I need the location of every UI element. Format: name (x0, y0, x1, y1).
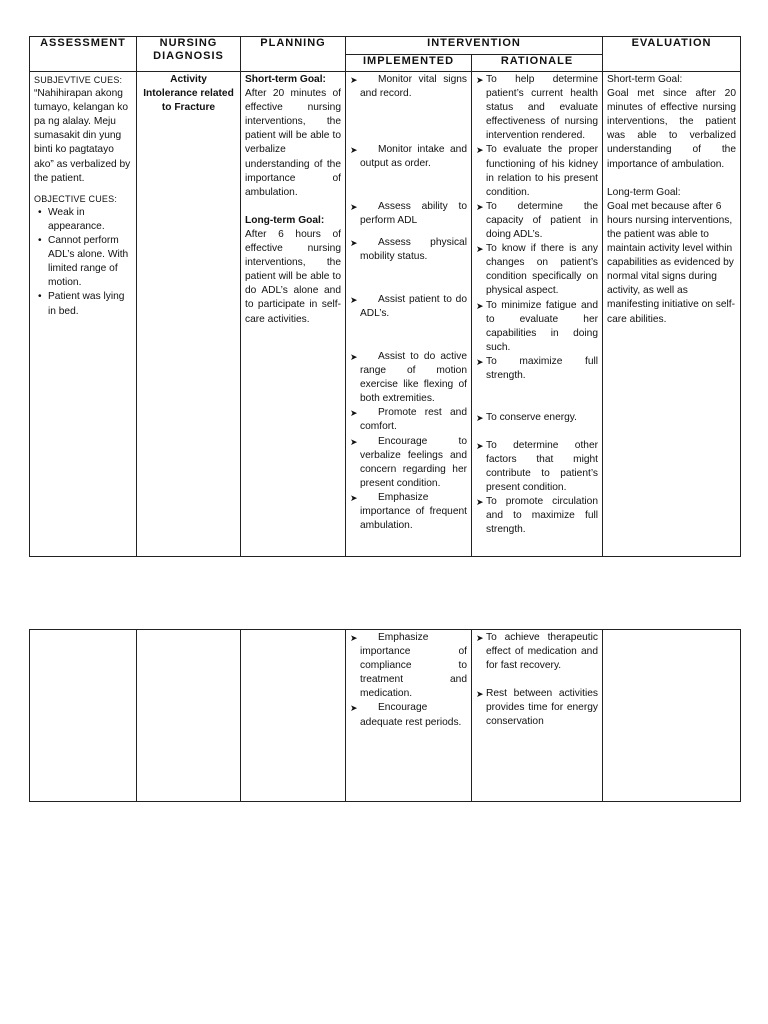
rationale-item (476, 200, 598, 242)
arrowhead-bullet-icon: ➤ (350, 145, 358, 155)
rationale-item-text: To determine the capacity of patient in doing ADL’s. (486, 200, 599, 241)
header-rationale: RATIONALE (472, 55, 603, 72)
implemented-item (350, 350, 467, 406)
objective-cue-item: • Weak in appearance. (48, 206, 132, 234)
objective-cue-item: • Cannot perform ADL’s alone. With limited range of motion. (48, 234, 132, 290)
header-implemented: IMPLEMENTED (346, 55, 472, 72)
rationale-item (476, 411, 598, 439)
rationale-item (476, 143, 598, 199)
rationale-item (476, 355, 598, 411)
implemented-item-text: Assess physical mobility status. (360, 237, 467, 263)
rationale-item-text: To maximize full strength. (486, 355, 599, 381)
planning-short-term-label: Short-term Goal: (245, 74, 326, 85)
arrowhead-bullet-icon: ➤ (476, 145, 484, 156)
implemented-item-text: Assist patient to do ADL’s. (360, 294, 467, 320)
evaluation-short-term-text: Goal met since after 20 minutes of effective nursing interventions, the patient was able to verbalized understanding of the importance of ambulation. (607, 88, 737, 170)
implemented-item (350, 491, 467, 533)
implemented-item (350, 631, 467, 701)
header-nursing-diagnosis-line1: NURSING (159, 37, 218, 49)
implemented-item (350, 406, 467, 434)
assessment-cell-cont (30, 630, 137, 802)
header-planning: PLANNING (241, 37, 346, 72)
rationale-item (476, 299, 598, 355)
arrowhead-bullet-icon: ➤ (476, 440, 484, 451)
arrowhead-bullet-icon: ➤ (350, 436, 358, 447)
evaluation-cell (603, 72, 741, 557)
implemented-item (350, 435, 467, 491)
header-nursing-diagnosis-line2: DIAGNOSIS (153, 50, 224, 62)
assessment-cell (30, 72, 137, 557)
diagnosis-cell (137, 72, 241, 557)
arrowhead-bullet-icon: ➤ (476, 633, 484, 643)
evaluation-cell-cont (603, 630, 741, 802)
rationale-item (476, 439, 598, 495)
arrowhead-bullet-icon: ➤ (350, 238, 358, 248)
diagnosis-line1: Activity (170, 74, 207, 85)
rationale-item-text: To minimize fatigue and to evaluate her capabilities in doing such. (486, 299, 599, 353)
arrowhead-bullet-icon: ➤ (350, 492, 358, 503)
arrowhead-bullet-icon: ➤ (350, 75, 358, 85)
implemented-item-text: Emphasize importance of compliance to treatment and medication. (360, 632, 467, 700)
planning-long-term-text: After 6 hours of effective nursing interventions, the patient will be able to do ADL’s alone and to participate in self-care activities. (245, 228, 341, 325)
rationale-cell-cont (472, 630, 603, 802)
arrowhead-bullet-icon: ➤ (476, 356, 484, 367)
rationale-item-text: To promote circulation and to maximize full strength. (486, 496, 599, 536)
rationale-item-text: To know if there is any changes on patient’s condition specifically on physical aspect. (486, 243, 599, 297)
arrowhead-bullet-icon: ➤ (350, 295, 358, 305)
arrowhead-bullet-icon: ➤ (476, 412, 484, 423)
planning-short-term-text: After 20 minutes of effective nursing interventions, the patient will be able to verbalize understanding of the importance of ambulation. (245, 88, 341, 198)
subjective-cues-text: “Nahihirapan akong tumayo, kelangan ko pa ng alalay. Meju sumasakit din yung binti ko pagtatayo ako” as verbalized by the patient. (34, 88, 131, 184)
objective-cues-label: OBJECTIVE CUES: (34, 193, 118, 204)
implemented-item-text: Encourage adequate rest periods. (360, 702, 462, 728)
planning-cell (241, 72, 346, 557)
evaluation-long-term-text: Goal met because after 6 hours nursing interventions, the patient was able to maintain activity level within capabilities as evidenced by normal vital signs during activity, as well as manifesting initiative on self-care abilities. (607, 200, 735, 325)
rationale-item (476, 687, 598, 729)
planning-long-term-label: Long-term Goal: (245, 214, 325, 226)
implemented-cell-cont (346, 630, 472, 802)
arrowhead-bullet-icon: ➤ (476, 244, 484, 255)
implemented-item (350, 293, 467, 350)
arrowhead-bullet-icon: ➤ (350, 408, 358, 419)
evaluation-long-term-label: Long-term Goal: (607, 186, 681, 198)
nursing-care-plan-continuation-table (29, 629, 741, 802)
subjective-cues-label: SUBJEVTIVE CUES: (34, 75, 123, 85)
objective-cue-item: • Patient was lying in bed. (48, 290, 132, 318)
header-evaluation: EVALUATION (603, 37, 741, 72)
implemented-item (350, 200, 467, 236)
implemented-item-text: Encourage to verbalize feelings and concern regarding her present condition. (360, 435, 467, 489)
rationale-item-text: To help determine patient’s current health status and evaluate effectiveness of nursing intervention rendered. (486, 74, 599, 142)
implemented-item (350, 236, 467, 293)
arrowhead-bullet-icon: ➤ (476, 300, 484, 311)
header-nursing-diagnosis (137, 37, 241, 72)
diagnosis-cell-cont (137, 630, 241, 802)
nursing-care-plan-table (29, 36, 741, 557)
implemented-item-text: Assess ability to perform ADL (360, 201, 467, 227)
arrowhead-bullet-icon: ➤ (350, 703, 358, 714)
rationale-item-text: To achieve therapeutic effect of medication and for fast recovery. (486, 632, 598, 672)
arrowhead-bullet-icon: ➤ (476, 75, 484, 85)
implemented-item (350, 701, 467, 729)
implemented-item-text: Promote rest and comfort. (360, 407, 467, 433)
header-assessment: ASSESSMENT (30, 37, 137, 72)
rationale-item-text: To determine other factors that might contribute to patient’s present condition. (486, 439, 599, 494)
rationale-item (476, 495, 598, 537)
rationale-item-text: To conserve energy. (486, 411, 577, 423)
implemented-item-text: Monitor vital signs and record. (360, 74, 467, 100)
arrowhead-bullet-icon: ➤ (350, 202, 358, 212)
implemented-item (350, 73, 467, 143)
arrowhead-bullet-icon: ➤ (350, 352, 358, 362)
diagnosis-line2: Intolerance related to Fracture (143, 88, 234, 114)
rationale-item-text: To evaluate the proper functioning of his kidney in relation to his present condition. (486, 144, 599, 198)
rationale-item (476, 242, 598, 298)
arrowhead-bullet-icon: ➤ (476, 201, 484, 212)
evaluation-short-term-label: Short-term Goal: (607, 74, 683, 85)
objective-cues-list (34, 206, 132, 319)
implemented-item (350, 143, 467, 200)
implemented-item-text: Assist to do active range of motion exercise like flexing of both extremities. (360, 351, 467, 405)
implemented-cell (346, 72, 472, 557)
implemented-item-text: Emphasize importance of frequent ambulation. (360, 491, 467, 532)
implemented-item-text: Monitor intake and output as order. (360, 144, 467, 170)
planning-cell-cont (241, 630, 346, 802)
rationale-item-text: Rest between activities provides time for energy conservation (486, 688, 598, 728)
arrowhead-bullet-icon: ➤ (350, 633, 358, 643)
header-intervention: INTERVENTION (346, 37, 603, 55)
rationale-item (476, 73, 598, 143)
rationale-cell (472, 72, 603, 557)
rationale-item (476, 631, 598, 687)
arrowhead-bullet-icon: ➤ (476, 497, 484, 508)
arrowhead-bullet-icon: ➤ (476, 689, 484, 699)
